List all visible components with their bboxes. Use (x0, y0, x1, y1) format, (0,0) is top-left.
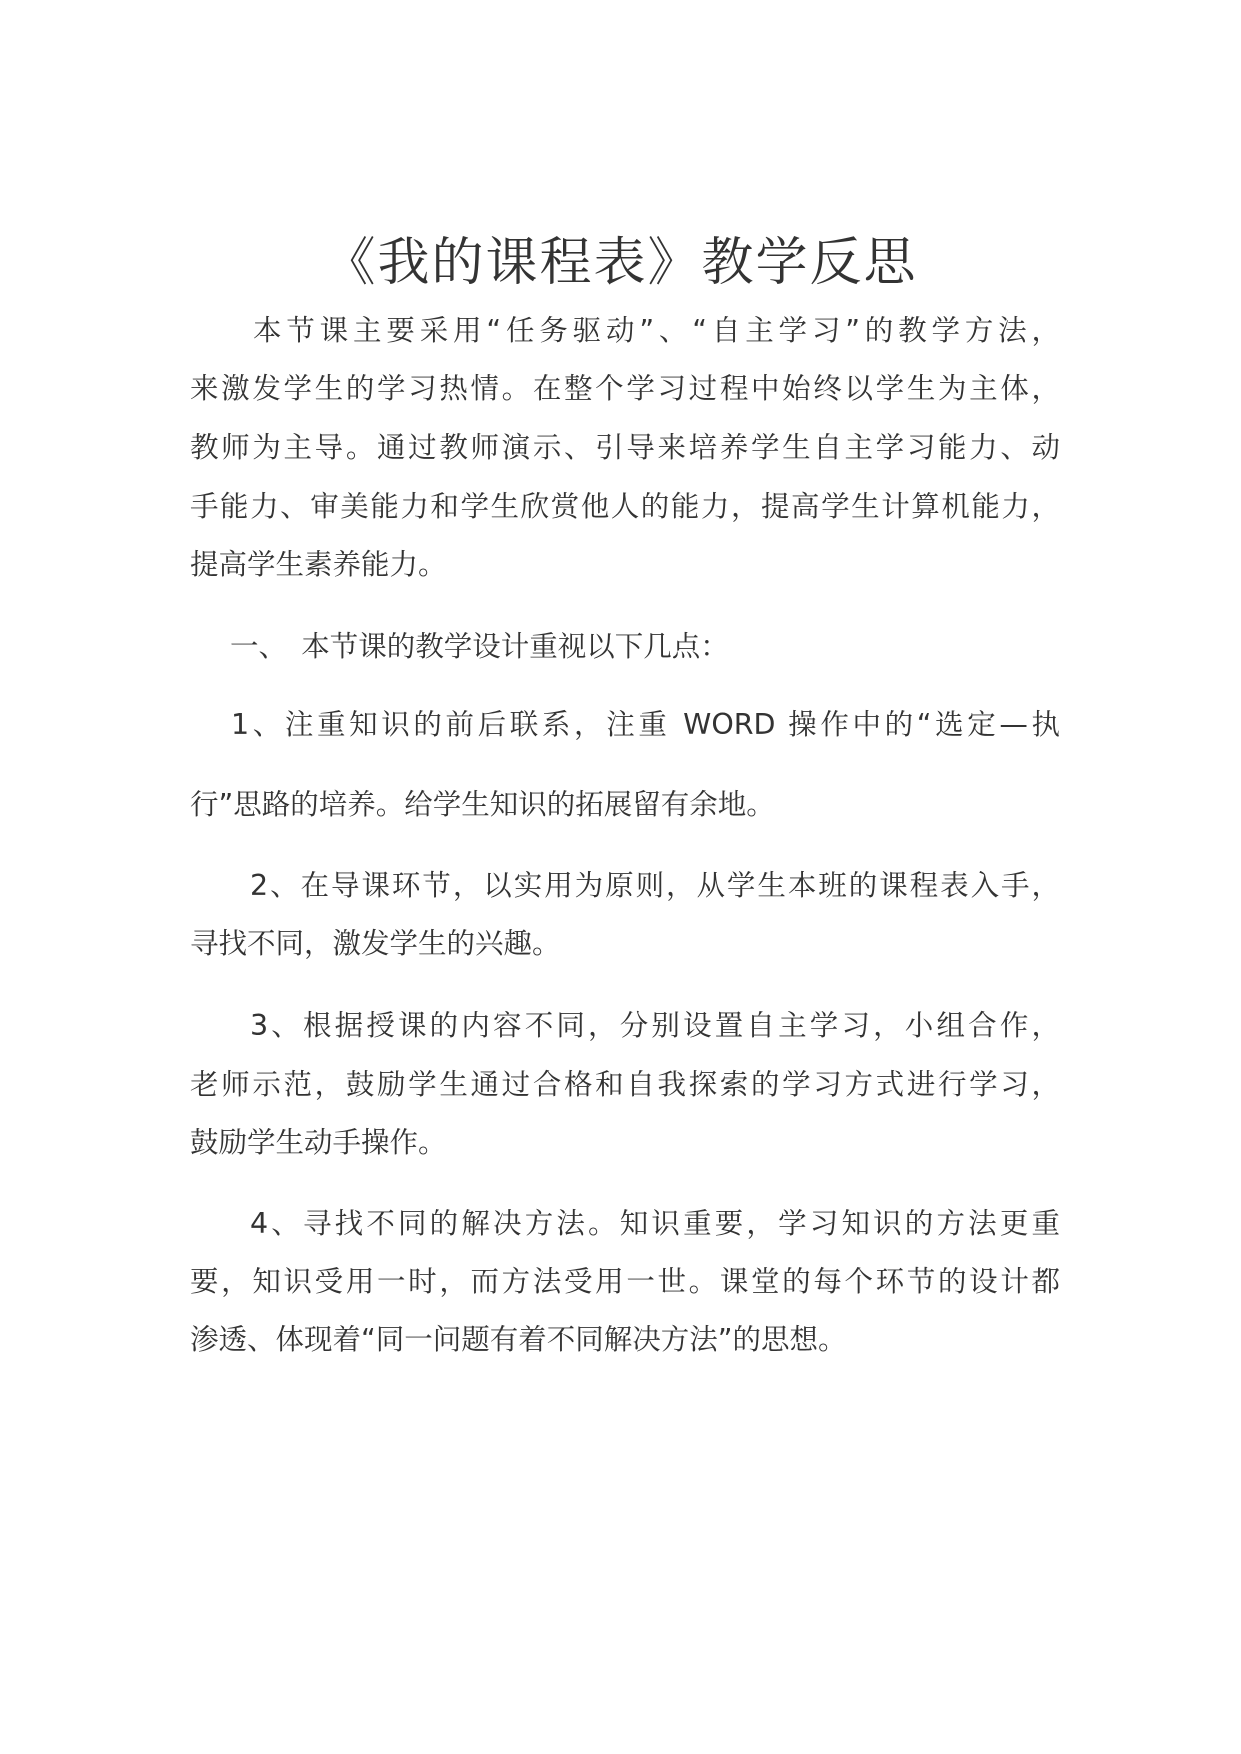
item-1-line-1: 1、注重知识的前后联系，注重 WORD 操作中的“选定—执 (231, 708, 1060, 741)
intro-line-1: 本节课主要采用“任务驱动”、“自主学习”的教学方法， (253, 314, 1060, 347)
intro-line-4: 手能力、审美能力和学生欣赏他人的能力，提高学生计算机能力， (190, 490, 1060, 523)
item-3-line-1: 3、根据授课的内容不同，分别设置自主学习，小组合作， (250, 1009, 1060, 1042)
item-3-line-3: 鼓励学生动手操作。 (190, 1126, 447, 1159)
item-4-line-3: 渗透、体现着“同一问题有着不同解决方法”的思想。 (190, 1323, 847, 1356)
intro-line-3: 教师为主导。通过教师演示、引导来培养学生自主学习能力、动 (190, 431, 1060, 464)
item-3-line-2: 老师示范，鼓励学生通过合格和自我探索的学习方式进行学习， (190, 1068, 1060, 1101)
item-2-line-2: 寻找不同，激发学生的兴趣。 (190, 927, 561, 960)
item-2-line-1: 2、在导课环节，以实用为原则，从学生本班的课程表入手， (250, 869, 1060, 902)
item-4-line-1: 4、寻找不同的解决方法。知识重要，学习知识的方法更重 (250, 1207, 1060, 1240)
intro-line-2: 来激发学生的学习热情。在整个学习过程中始终以学生为主体， (190, 372, 1060, 405)
item-4-line-2: 要，知识受用一时，而方法受用一世。课堂的每个环节的设计都 (190, 1265, 1060, 1298)
intro-line-5: 提高学生素养能力。 (190, 548, 447, 581)
section-heading: 一、 本节课的教学设计重视以下几点： (230, 630, 729, 663)
item-1-line-2: 行”思路的培养。给学生知识的拓展留有余地。 (190, 788, 775, 821)
document-title: 《我的课程表》教学反思 (323, 233, 918, 293)
